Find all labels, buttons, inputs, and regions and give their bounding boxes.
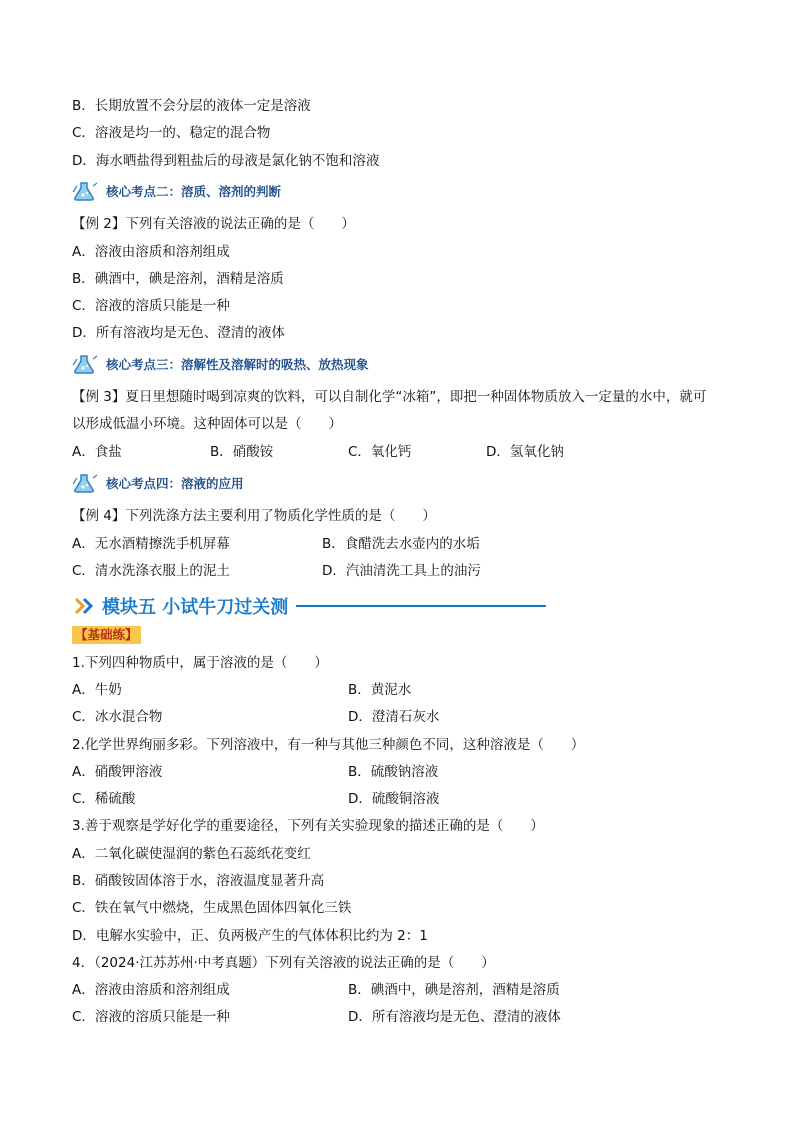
option-c: C．溶液的溶质只能是一种 bbox=[72, 298, 230, 314]
option-d: D．所有溶液均是无色、澄清的液体 bbox=[72, 325, 285, 341]
double-chevron-icon bbox=[74, 596, 96, 616]
question-stem-line-2: 以形成低温小环境。这种固体可以是（ ） bbox=[72, 416, 342, 432]
question-stem: 3.善于观察是学好化学的重要途径，下列有关实验现象的描述正确的是（ ） bbox=[72, 818, 544, 834]
flask-icon bbox=[72, 353, 98, 375]
option-d: D．氢氧化钠 bbox=[486, 444, 564, 460]
section-header-3 bbox=[72, 352, 369, 376]
option-b: B．硝酸铵 bbox=[210, 444, 274, 460]
section-header-4 bbox=[72, 471, 244, 495]
question-stem: 4．（2024·江苏苏州·中考真题）下列有关溶液的说法正确的是（ ） bbox=[72, 955, 495, 971]
option-a: A．溶液由溶质和溶剂组成 bbox=[72, 244, 230, 260]
option-b: B．黄泥水 bbox=[348, 682, 412, 698]
option-d: D．电解水实验中，正、负两极产生的气体体积比约为 2：1 bbox=[72, 928, 428, 944]
option-a: A．硝酸钾溶液 bbox=[72, 764, 163, 780]
option-d: D．海水晒盐得到粗盐后的母液是氯化钠不饱和溶液 bbox=[72, 153, 380, 169]
section-title: 核心考点四：溶液的应用 bbox=[106, 476, 244, 491]
flask-icon bbox=[72, 472, 98, 494]
option-c: C．铁在氧气中燃烧，生成黑色固体四氧化三铁 bbox=[72, 900, 352, 916]
section-header-2 bbox=[72, 179, 281, 203]
option-d: D．硫酸铜溶液 bbox=[348, 791, 440, 807]
option-c: C．溶液是均一的、稳定的混合物 bbox=[72, 125, 271, 141]
level-badge: 【基础练】 bbox=[72, 626, 141, 644]
module-title: 模块五 小试牛刀过关测 bbox=[102, 597, 289, 618]
question-stem: 1.下列四种物质中，属于溶液的是（ ） bbox=[72, 655, 328, 671]
option-c: C．冰水混合物 bbox=[72, 709, 163, 725]
question-stem-line-1: 【例 3】夏日里想随时喝到凉爽的饮料，可以自制化学“冰箱”，即把一种固体物质放入一定量的水中，就可 bbox=[72, 389, 707, 405]
option-b: B．食醋洗去水壶内的水垢 bbox=[322, 536, 480, 552]
option-b: B．碘酒中，碘是溶剂，酒精是溶质 bbox=[72, 271, 284, 287]
section-title: 核心考点二：溶质、溶剂的判断 bbox=[106, 184, 282, 199]
option-c: C．氧化钙 bbox=[348, 444, 412, 460]
option-d: D．澄清石灰水 bbox=[348, 709, 440, 725]
option-c: C．溶液的溶质只能是一种 bbox=[72, 1009, 230, 1025]
question-stem: 【例 2】下列有关溶液的说法正确的是（ ） bbox=[72, 216, 355, 232]
option-a: A．二氧化碳使湿润的紫色石蕊纸花变红 bbox=[72, 846, 311, 862]
option-a: A．无水酒精擦洗手机屏幕 bbox=[72, 536, 230, 552]
module-header bbox=[74, 593, 546, 619]
question-stem: 2.化学世界绚丽多彩。下列溶液中，有一种与其他三种颜色不同，这种溶液是（ ） bbox=[72, 737, 585, 753]
option-d: D．汽油清洗工具上的油污 bbox=[322, 563, 481, 579]
option-b: B．碘酒中，碘是溶剂，酒精是溶质 bbox=[348, 982, 560, 998]
option-c: C．清水洗涤衣服上的泥土 bbox=[72, 563, 230, 579]
option-b: B．硝酸铵固体溶于水，溶液温度显著升高 bbox=[72, 873, 325, 889]
module-divider bbox=[296, 605, 546, 607]
option-a: A．溶液由溶质和溶剂组成 bbox=[72, 982, 230, 998]
option-d: D．所有溶液均是无色、澄清的液体 bbox=[348, 1009, 561, 1025]
option-b: B．硫酸钠溶液 bbox=[348, 764, 439, 780]
section-title: 核心考点三：溶解性及溶解时的吸热、放热现象 bbox=[106, 357, 369, 372]
question-stem: 【例 4】下列洗涤方法主要利用了物质化学性质的是（ ） bbox=[72, 508, 436, 524]
option-a: A．牛奶 bbox=[72, 682, 122, 698]
option-a: A．食盐 bbox=[72, 444, 122, 460]
flask-icon bbox=[72, 180, 98, 202]
option-c: C．稀硫酸 bbox=[72, 791, 136, 807]
option-b: B．长期放置不会分层的液体一定是溶液 bbox=[72, 98, 311, 114]
